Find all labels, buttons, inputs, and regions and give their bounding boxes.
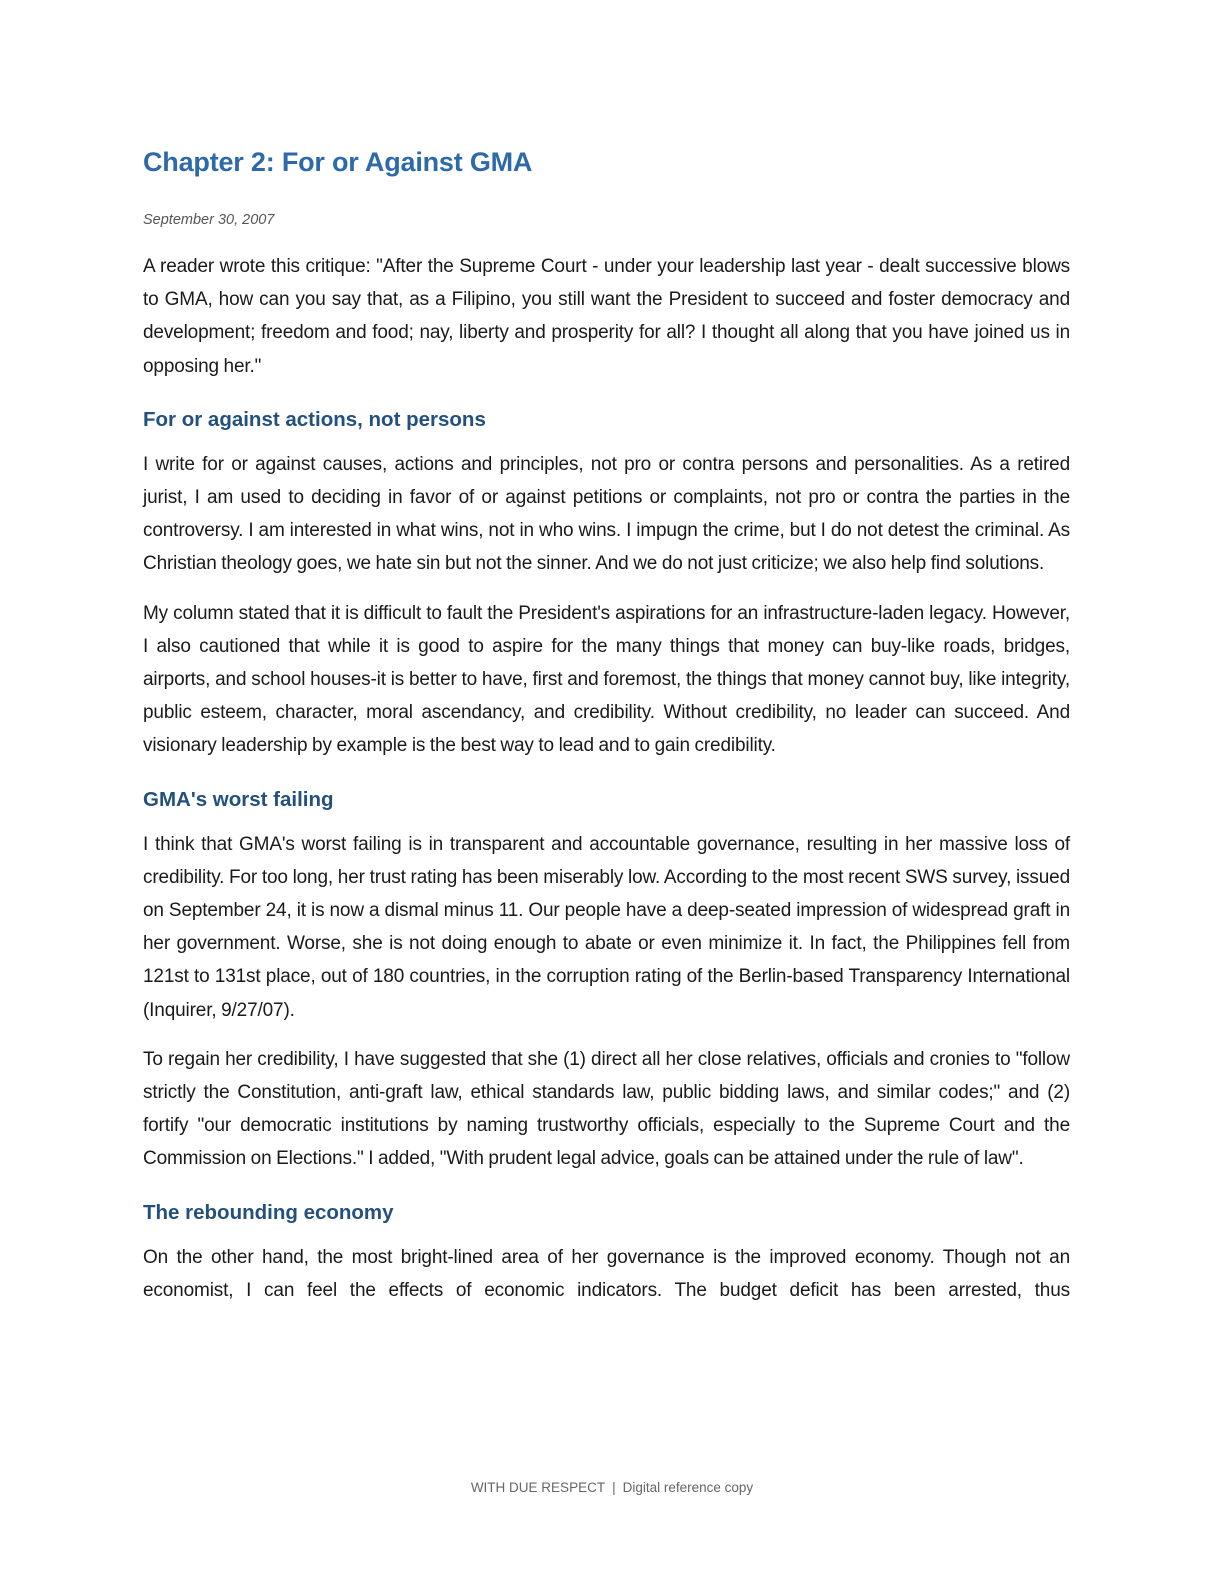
body-paragraph: To regain her credibility, I have suggested that she (1) direct all her close relatives, officials and cronies to "follow strictly the Constitution, anti-graft law, ethical standards law, public bidding laws, and similar codes;" and (2) fortify "our democratic institutions by naming trustworthy officials, especially to the Supreme Court and the Commission on Elections." I added, "With prudent legal advice, goals can be attained under the rule of law".: [143, 1048, 1070, 1170]
footer-copy-note: Digital reference copy: [622, 1480, 754, 1495]
page-footer: [0, 1478, 1224, 1498]
document-page: [143, 140, 1070, 1323]
section-heading: GMA's worst failing: [143, 787, 334, 811]
section-heading: For or against actions, not persons: [143, 407, 486, 431]
section-for-or-against: [143, 405, 1070, 763]
body-paragraph: On the other hand, the most bright-lined area of her governance is the improved economy. Though not an economist, I can feel the effects of economic indicators. The budget deficit has been arrested, thus: [143, 1246, 1070, 1301]
footer-book-title: WITH DUE RESPECT: [470, 1480, 606, 1495]
intro-paragraph: A reader wrote this critique: "After the Supreme Court - under your leadership last year - dealt successive blows to GMA, how can you say that, as a Filipino, you still want the President to succeed and foster democracy and development; freedom and food; nay, liberty and prosperity for all? I thought all along that you have joined us in opposing her.": [143, 256, 1070, 377]
chapter-title: Chapter 2: For or Against GMA: [143, 147, 533, 177]
footer-separator: |: [612, 1480, 616, 1495]
body-paragraph: I write for or against causes, actions and principles, not pro or contra persons and personalities. As a retired jurist, I am used to deciding in favor of or against petitions or complaints, not pro or contra the parties in the controversy. I am interested in what wins, not in who wins. I impugn the crime, but I do not detest the criminal. As Christian theology goes, we hate sin but not the sinner. And we do not just criticize; we also help find solutions.: [143, 453, 1070, 575]
body-paragraph: I think that GMA's worst failing is in transparent and accountable governance, resulting in her massive loss of credibility. For too long, her trust rating has been miserably low. According to the most recent SWS survey, issued on September 24, it is now a dismal minus 11. Our people have a deep-seated impression of widespread graft in her government. Worse, she is not doing enough to abate or even minimize it. In fact, the Philippines fell from 121st to 131st place, out of 180 countries, in the corruption rating of the Berlin-based Transparency International (Inquirer, 9/27/07).: [143, 833, 1070, 1021]
article-date: September 30, 2007: [143, 212, 275, 228]
section-worst-failing: [143, 785, 1070, 1176]
section-rebounding-economy: [143, 1198, 1070, 1307]
body-paragraph: My column stated that it is difficult to fault the President's aspirations for an infrastructure-laden legacy. However, I also cautioned that while it is good to aspire for the many things that money can buy-like roads, bridges, airports, and school houses-it is better to have, first and foremost, the things that money cannot buy, like integrity, public esteem, character, moral ascendancy, and credibility. Without credibility, no leader can succeed. And visionary leadership by example is the best way to lead and to gain credibility.: [143, 602, 1070, 757]
section-heading: The rebounding economy: [143, 1200, 394, 1224]
